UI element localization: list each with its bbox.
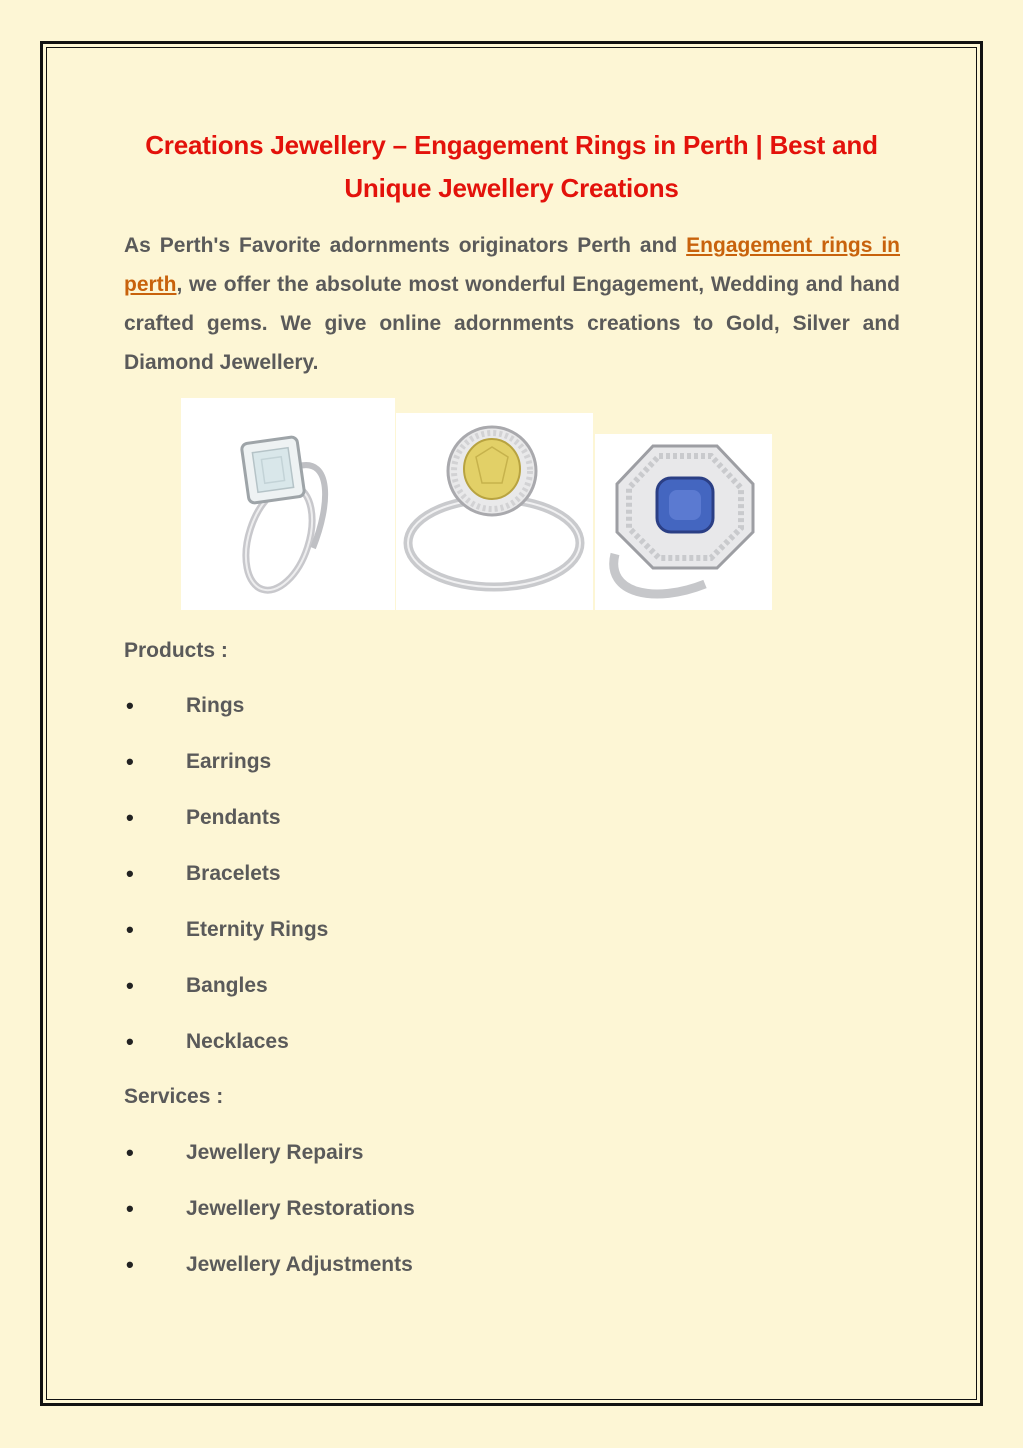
list-item — [124, 678, 328, 734]
list-item — [124, 1181, 415, 1237]
list-item — [124, 846, 328, 902]
bullet: • — [126, 917, 134, 942]
emerald-cut-diamond-ring-image — [181, 398, 395, 610]
product-rings: Rings — [186, 694, 245, 717]
service-repairs: Jewellery Repairs — [186, 1141, 364, 1164]
bullet: • — [126, 805, 134, 830]
bullet: • — [126, 1140, 134, 1165]
services-list — [124, 1125, 415, 1293]
bullet: • — [126, 1252, 134, 1277]
intro-text-end: , we offer the absolute most wonderful Engagement, Wedding and hand crafted gems. We give online adornments creations to Gold, Silver and Diamond Jewellery. — [124, 273, 900, 374]
services-label: Services : — [124, 1085, 224, 1108]
bullet: • — [126, 749, 134, 774]
products-list — [124, 678, 328, 1070]
bullet: • — [126, 861, 134, 886]
list-item — [124, 790, 328, 846]
product-bracelets: Bracelets — [186, 862, 281, 885]
intro-paragraph — [124, 226, 900, 382]
list-item — [124, 1014, 328, 1070]
list-item — [124, 1125, 415, 1181]
service-adjustments: Jewellery Adjustments — [186, 1253, 413, 1276]
service-restorations: Jewellery Restorations — [186, 1197, 415, 1220]
bullet: • — [126, 1196, 134, 1221]
page-title: Creations Jewellery – Engagement Rings in Perth | Best and Unique Jewellery Creations — [145, 130, 878, 203]
product-pendants: Pendants — [186, 806, 281, 829]
bullet: • — [126, 693, 134, 718]
engagement-rings-link[interactable]: Engagement rings in perth — [124, 234, 901, 296]
product-bangles: Bangles — [186, 974, 268, 997]
bullet: • — [126, 973, 134, 998]
sapphire-halo-ring-image — [595, 434, 772, 610]
list-item — [124, 958, 328, 1014]
yellow-diamond-halo-ring-image — [396, 413, 593, 610]
intro-text-start: As Perth's Favorite adornments originators Perth and — [124, 234, 687, 257]
list-item — [124, 734, 328, 790]
product-eternity-rings: Eternity Rings — [186, 918, 329, 941]
product-necklaces: Necklaces — [186, 1030, 289, 1053]
product-earrings: Earrings — [186, 750, 272, 773]
list-item — [124, 1237, 415, 1293]
list-item — [124, 902, 328, 958]
products-label: Products : — [124, 639, 228, 662]
bullet: • — [126, 1029, 134, 1054]
